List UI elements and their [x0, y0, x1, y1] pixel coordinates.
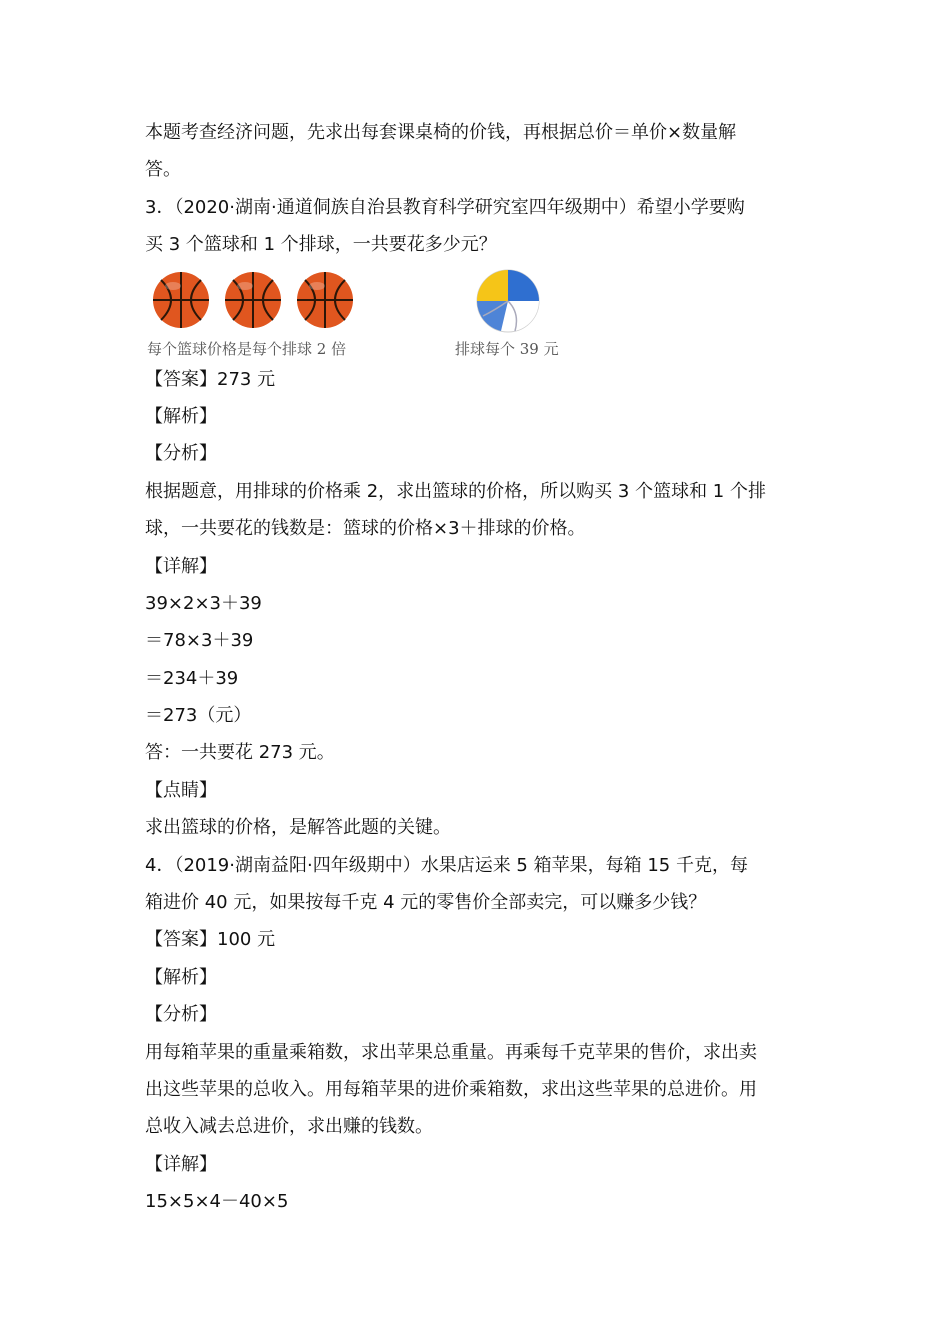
answer-line: 【答案】100 元 — [145, 929, 276, 951]
text-line: 球，一共要花的钱数是：篮球的价格×3＋排球的价格。 — [145, 518, 586, 540]
question-3-line: 3．（2020·湖南·通道侗族自治县教育科学研究室四年级期中）希望小学要购 — [145, 196, 745, 218]
basketball-caption: 每个篮球价格是每个排球 2 倍 — [147, 339, 347, 358]
question-3-figure — [145, 266, 825, 361]
answer-line: 【答案】273 元 — [145, 368, 276, 390]
question-4-line: 4．（2019·湖南益阳·四年级期中）水果店运来 5 箱苹果，每箱 15 千克，每 — [145, 854, 748, 876]
text-line: 出这些苹果的总收入。用每箱苹果的进价乘箱数，求出这些苹果的总进价。用 — [145, 1078, 757, 1100]
volleyball-caption: 排球每个 39 元 — [455, 339, 559, 358]
basketball-icon — [223, 270, 283, 330]
math-line: 15×5×4－40×5 — [145, 1191, 289, 1213]
text-line: 用每箱苹果的重量乘箱数，求出苹果总重量。再乘每千克苹果的售价，求出卖 — [145, 1041, 757, 1063]
math-line: ＝78×3＋39 — [145, 630, 254, 652]
text-line: 总收入减去总进价，求出赚的钱数。 — [145, 1116, 433, 1138]
question-3-line: 买 3 个篮球和 1 个排球，一共要花多少元？ — [145, 234, 497, 256]
basketball-icon — [295, 270, 355, 330]
math-line: ＝234＋39 — [145, 667, 239, 689]
math-line: ＝273（元） — [145, 705, 252, 727]
section-heading: 【分析】 — [145, 443, 217, 465]
volleyball-icon — [475, 268, 541, 334]
text-line: 答：一共要花 273 元。 — [145, 742, 335, 764]
section-heading: 【分析】 — [145, 1004, 217, 1026]
text-line: 根据题意，用排球的价格乘 2，求出篮球的价格，所以购买 3 个篮球和 1 个排 — [145, 480, 766, 502]
section-heading: 【详解】 — [145, 555, 217, 577]
text-line: 求出篮球的价格，是解答此题的关键。 — [145, 817, 451, 839]
text-line: 本题考查经济问题，先求出每套课桌椅的价钱，再根据总价＝单价×数量解 — [145, 122, 737, 143]
section-heading: 【点睛】 — [145, 779, 217, 801]
section-heading: 【详解】 — [145, 1153, 217, 1175]
math-line: 39×2×3＋39 — [145, 592, 262, 614]
document-page — [145, 114, 825, 1221]
section-heading: 【解析】 — [145, 966, 217, 988]
basketball-icon — [151, 270, 211, 330]
text-line: 答。 — [145, 159, 181, 181]
section-heading: 【解析】 — [145, 405, 217, 427]
question-4-line: 箱进价 40 元，如果按每千克 4 元的零售价全部卖完，可以赚多少钱？ — [145, 892, 707, 914]
